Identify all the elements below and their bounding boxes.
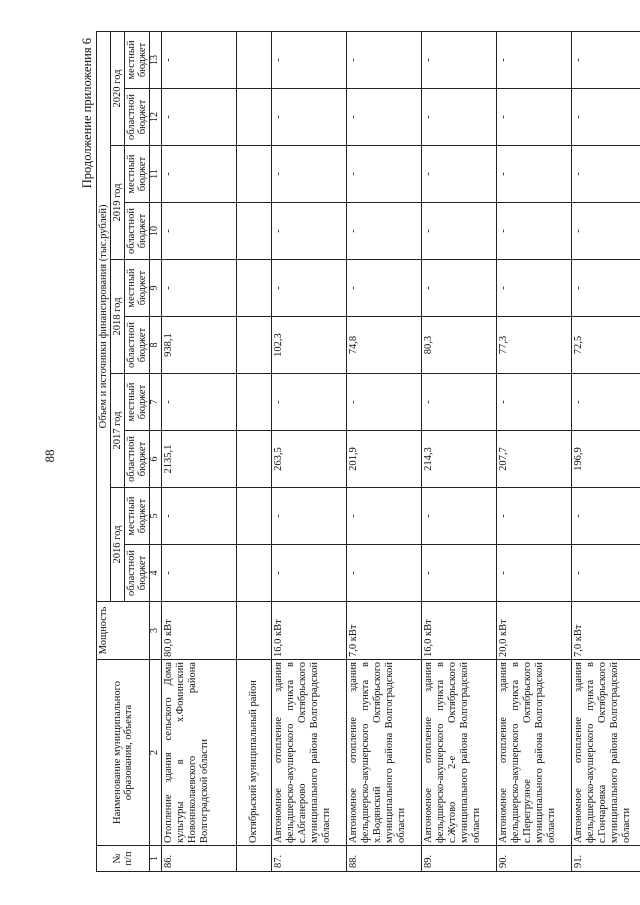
section-empty-cell: [236, 89, 271, 146]
budget-value: -: [161, 89, 236, 146]
column-number: 6: [150, 431, 162, 488]
budget-value: -: [571, 545, 640, 602]
table-row: [161, 31, 236, 871]
object-name: Автономное отопление здания фельдшерско-акушерского пункта в с.Перегрузное Октябрьского муниципального района Волгоградской области: [496, 660, 571, 846]
budget-value: -: [346, 203, 421, 260]
section-empty-cell: [236, 431, 271, 488]
header-year: 2019 год: [111, 146, 125, 260]
budget-value: -: [161, 203, 236, 260]
row-number: 89.: [421, 846, 496, 872]
column-number: 9: [150, 260, 162, 317]
row-number: 86.: [161, 846, 236, 872]
section-empty-cell: [236, 31, 271, 88]
column-number: 4: [150, 545, 162, 602]
header-year: 2017 год: [111, 374, 125, 488]
budget-value: -: [571, 146, 640, 203]
header-regional-budget: областной бюджет: [125, 545, 150, 602]
object-power: 16,0 кВт: [271, 602, 346, 660]
header-name: Наименование муниципального образования, объекта: [97, 660, 150, 846]
budget-value: 263,5: [271, 431, 346, 488]
budget-value: -: [496, 203, 571, 260]
budget-value: -: [346, 488, 421, 545]
column-number: 7: [150, 374, 162, 431]
budget-value: 74,8: [346, 317, 421, 374]
budget-value: -: [571, 488, 640, 545]
budget-value: -: [271, 488, 346, 545]
budget-value: -: [271, 89, 346, 146]
column-number: 10: [150, 203, 162, 260]
budget-value: -: [571, 374, 640, 431]
header-num: № п/п: [97, 846, 150, 872]
row-number: 88.: [346, 846, 421, 872]
object-power: 80,0 кВт: [161, 602, 236, 660]
object-name: Автономное отопление здания фельдшерско-акушерского пункта в х.Водянский Октябрьского муниципального района Волгоградской области: [346, 660, 421, 846]
row-number: 90.: [496, 846, 571, 872]
header-regional-budget: областной бюджет: [125, 89, 150, 146]
budget-value: -: [271, 31, 346, 88]
object-power: 16,0 кВт: [421, 602, 496, 660]
section-row: [236, 31, 271, 871]
column-number: 3: [150, 602, 162, 660]
table-body: [161, 31, 640, 871]
appendix-note: Продолжение приложения 6: [80, 38, 94, 189]
section-empty-cell: [236, 260, 271, 317]
budget-value: -: [271, 545, 346, 602]
budget-value: -: [271, 146, 346, 203]
header-local-budget: местный бюджет: [125, 31, 150, 88]
budget-value: -: [346, 89, 421, 146]
budget-value: -: [421, 89, 496, 146]
column-number: 5: [150, 488, 162, 545]
budget-value: -: [346, 374, 421, 431]
budget-value: -: [571, 203, 640, 260]
table-row: [346, 31, 421, 871]
table-row: [421, 31, 496, 871]
object-power: 20,0 кВт: [496, 602, 571, 660]
budget-value: -: [496, 146, 571, 203]
section-empty-cell: [236, 203, 271, 260]
budget-value: -: [161, 146, 236, 203]
section-empty-cell: [236, 374, 271, 431]
budget-value: -: [161, 260, 236, 317]
header-regional-budget: областной бюджет: [125, 431, 150, 488]
financing-table: [96, 31, 640, 872]
budget-value: -: [346, 545, 421, 602]
section-empty-cell: [236, 317, 271, 374]
column-number: 8: [150, 317, 162, 374]
budget-value: 80,3: [421, 317, 496, 374]
budget-value: -: [496, 374, 571, 431]
row-number: 91.: [571, 846, 640, 872]
budget-value: -: [421, 488, 496, 545]
page-number: 88: [42, 449, 57, 463]
budget-value: -: [571, 260, 640, 317]
header-regional-budget: областной бюджет: [125, 317, 150, 374]
budget-value: -: [421, 545, 496, 602]
rotated-page-content: [80, 32, 632, 872]
budget-value: -: [571, 89, 640, 146]
budget-value: -: [161, 488, 236, 545]
budget-value: 2135,1: [161, 431, 236, 488]
header-year: 2016 год: [111, 488, 125, 602]
budget-value: 102,3: [271, 317, 346, 374]
header-local-budget: местный бюджет: [125, 146, 150, 203]
table-row: [271, 31, 346, 871]
section-empty-cell: [236, 846, 271, 872]
budget-value: -: [346, 146, 421, 203]
budget-value: 201,9: [346, 431, 421, 488]
column-number: 1: [150, 846, 162, 872]
object-power: 7,0 кВт: [571, 602, 640, 660]
header-financing-group: Объем и источники финансирования (тыс.рублей): [97, 31, 111, 601]
budget-value: -: [496, 260, 571, 317]
header-year: 2020 год: [111, 31, 125, 145]
section-empty-cell: [236, 488, 271, 545]
budget-value: -: [346, 260, 421, 317]
object-name: Отопление здания сельского Дома культуры в х.Фоминский Новоннколаевского района Волгоградской области: [161, 660, 236, 846]
budget-value: -: [161, 545, 236, 602]
section-empty-cell: [236, 602, 271, 660]
header-regional-budget: областной бюджет: [125, 203, 150, 260]
column-number-row: [150, 31, 162, 871]
header-local-budget: местный бюджет: [125, 488, 150, 545]
budget-value: -: [496, 488, 571, 545]
budget-value: -: [421, 146, 496, 203]
budget-value: -: [421, 203, 496, 260]
section-empty-cell: [236, 146, 271, 203]
header-local-budget: местный бюджет: [125, 260, 150, 317]
budget-value: 207,7: [496, 431, 571, 488]
header-local-budget: местный бюджет: [125, 374, 150, 431]
budget-value: 196,9: [571, 431, 640, 488]
budget-value: -: [161, 31, 236, 88]
budget-value: -: [496, 31, 571, 88]
row-number: 87.: [271, 846, 346, 872]
budget-value: 938,1: [161, 317, 236, 374]
budget-value: -: [346, 31, 421, 88]
object-power: 7,0 кВт: [346, 602, 421, 660]
budget-value: 77,3: [496, 317, 571, 374]
header-power: Мощность: [97, 602, 150, 660]
object-name: Автономное отопление здания фельдшерско-акушерского пункта в с.Абганерово Октябрьского муниципального района Волгоградской области: [271, 660, 346, 846]
object-name: Автономное отопление здания фельдшерско-акушерского пункта в с.Гончаровка Октябрьского муниципального района Волгоградской области: [571, 660, 640, 846]
budget-value: -: [496, 545, 571, 602]
header-year: 2018 год: [111, 260, 125, 374]
table-header: [97, 31, 162, 871]
budget-value: -: [571, 31, 640, 88]
budget-value: -: [271, 203, 346, 260]
section-empty-cell: [236, 545, 271, 602]
budget-value: -: [161, 374, 236, 431]
column-number: 2: [150, 660, 162, 846]
budget-value: -: [421, 260, 496, 317]
column-number: 11: [150, 146, 162, 203]
budget-value: -: [421, 31, 496, 88]
budget-value: -: [421, 374, 496, 431]
column-number: 13: [150, 31, 162, 88]
budget-value: 214,3: [421, 431, 496, 488]
budget-value: -: [271, 260, 346, 317]
budget-value: -: [271, 374, 346, 431]
table-row: [571, 31, 640, 871]
object-name: Автономное отопление здания фельдшерско-акушерского пункта в с.Жутово 2-е Октябрьского муниципального района Волгоградской области: [421, 660, 496, 846]
budget-value: 72,5: [571, 317, 640, 374]
budget-value: -: [496, 89, 571, 146]
table-row: [496, 31, 571, 871]
column-number: 12: [150, 89, 162, 146]
section-title: Октябрьский муниципальный район: [236, 660, 271, 846]
